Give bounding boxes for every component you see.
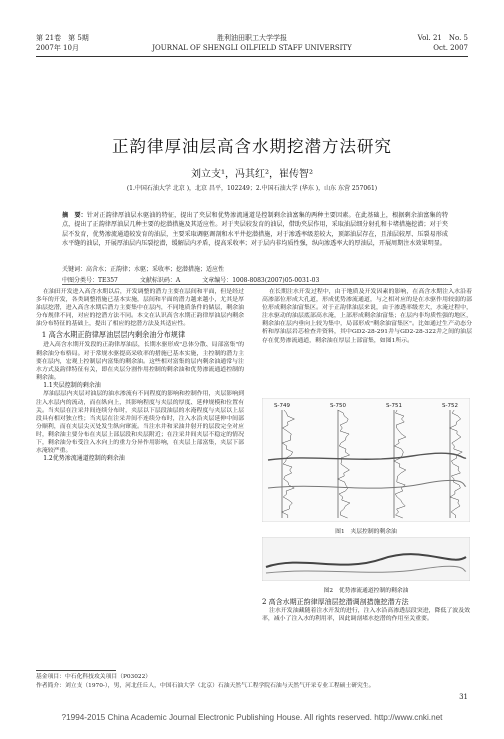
footnote [36, 670, 468, 690]
footnote-rule [36, 670, 116, 671]
figure-2-channel [262, 537, 470, 581]
header-journal-cn: 胜利油田职工大学学报 [217, 34, 287, 42]
article-number: 文章编号：1008-8083(2007)05-0031-03 [202, 277, 320, 284]
section-2-text: 注水开发油藏随着注水开发的进行，注入水沿高渗透层段突进，降低了波及效率，减小了注入水的利用率，因此调剖堵水挖潜的作用至关重要。 [262, 608, 470, 623]
figure-1-well-section [262, 398, 470, 522]
abstract-label: 摘 要： [62, 212, 87, 219]
paper-title: 正韵律厚油层高含水期挖潜方法研究 [112, 137, 392, 156]
footnote-fund: 基金项目：中石化科技攻关项目（P03022） [36, 674, 152, 680]
section-1-heading: 1 高含水期正韵律厚油层层内剩余油分布规律 [41, 330, 186, 340]
header-volume-cn: 第 21卷 第 5期 [36, 34, 89, 42]
keywords: 关键词：高含水；正韵律；水驱；采收率；挖潜措施；适应性 [62, 266, 225, 273]
header-journal-en: JOURNAL OF SHENGLI OILFIELD STAFF UNIVERSITY [152, 44, 352, 52]
well-label: S-751 [386, 403, 402, 409]
figure-1-caption: 图1 夹层控制的剩余油 [335, 529, 397, 535]
section-1-1-heading: 1.1夹层控制的剩余油 [43, 381, 101, 389]
intro-paragraph: 在油田开发进入高含水期以后，开发调整的潜力主要在层间和平面，但是经过多年的开发，各类调整措施已基本实施，层间和平面的潜力越来越小，尤其是厚油层挖潜，进入高含水期后潜力主要集中在层内，不同地质条件的储层，剩余油分布规律不同，对应的挖潜方法不同。本文在认识高含水期正韵律厚油层内剩余油分布特征的基础上，提出了相应的挖潜方法及其适应性。 [36, 289, 244, 328]
header-volume-en: Vol. 21 No. 5 [417, 34, 468, 42]
abstract [62, 211, 448, 248]
well-label: S-749 [274, 403, 290, 409]
document-code: 文献标识码：A [139, 277, 181, 284]
figure-1-frame [262, 398, 470, 522]
figure-2-frame [262, 537, 470, 581]
paper-authors: 刘立支¹，冯其红²，崔传智² [190, 169, 314, 180]
section-1-1-text: 厚油层层内夹层对油层的油水渗流有不同程度的影响和控制作用，夹层影响到注入水层内的流动，而在纵向上，其影响程度与夹层的厚度、延伸规模和位置有关。当夹层在注采井间连续分布时，夹层以下层段油层的水淹程度与夹层以上层段具有相对独立性；当夹层在注采井间不连续分布时，注入水沿夹层延伸中间部分顺利，而在夹层尖灭处发生纵向窜流。当注水井和采油井射开的层段完全对应时，剩余油主要分布在夹层上部层段和夹层附近；在注采井间夹层不稳定的情况下，剩余油分布受注入水向上的重力分异作用影响，在夹层上部富集，夹层下部水淹较严重。 [36, 391, 244, 455]
well-label: S-752 [442, 403, 458, 409]
abstract-text: 针对正韵律厚油层水驱油的特征，提出了夹层和优势渗流通道是控制剩余油富集的两种主要因素。在此基础上，根据剩余油富集的特点，提出了正韵律厚油层几种主要的挖潜措施及其适应性。对于夹层较发育的油层，借助夹层作用，采取油层细分射孔和卡堵措施挖潜；对于夹层不发育，优势渗流通道较发育的油层，主要采取调驱调剖和水平井挖潜措施，对于渗透率级差较大，顶部油层存在，且油层较厚、压裂易形成水平缝的油层，开展厚油层内压裂挖潜，缓解层内矛盾，提高采收率；对于层内非均质性强，纵向渗透率大的厚油层，开展周期注水效果明显。 [62, 212, 449, 247]
right-column [262, 288, 472, 345]
header-rule [36, 56, 468, 57]
left-column [36, 288, 244, 464]
header-date-en: Oct. 2007 [433, 44, 468, 52]
footnote-author: 作者简介：刘立支（1970-），男，河北任丘人，中国石油大学（北京）石油天然气工程学院石油与天然气开采专业工程硕士研究生。 [36, 682, 375, 689]
paper-affiliation: (1.中国石油大学 北京 )，北京 昌平，102249；2.中国石油大学 (华东 )，山东 东营 257061) [126, 185, 378, 192]
page-number: 31 [459, 693, 468, 701]
section-2 [262, 597, 470, 623]
header-date-cn: 2007年 10月 [36, 44, 79, 52]
section-2-heading: 2 高含水期正韵律厚油层挖潜调剖措施挖潜方法 [262, 598, 409, 606]
classification-line [62, 275, 442, 284]
section-1-2-heading: 1.2优势渗流通道控制的剩余油 [43, 455, 125, 463]
right-paragraph: 在长期注水开发过程中，由于地质及开发因素的影响，在高含水期注入水沿着高渗部位形成大孔道，形成优势渗流通道，与之相对应的是在水驱作用较弱的部位形成剩余油富集区。对于正韵律油层来说，由于渗透率级差大，水淹过程中，注水驱动的油层底部高水淹，上部形成剩余油富集；在层内非均质性强的地区，剩余油在层内垂向上较为集中，局部形成"剩余油富集区"。比如通过生产动态分析和厚油层岩芯检查井资料，其中GD2-28-291井与GD2-28-322井之间的油层存在优势渗流通道，剩余油在厚层上部富集，如图1所示。 [262, 289, 472, 344]
well-label: S-750 [330, 403, 346, 409]
clc-number: 中图分类号：TE357 [62, 277, 118, 284]
section-1-text: 进入高含水期开发段的正韵律厚油层，长期水驱形成"总体分散、局部富集"的剩余油分布格局。对于常规水驱提高采收率的措施已基本实施，主控制的潜力主要在层内，宏观上控制层内富集的剩余油。这些相对富集的层内剩余油通常与注水方式及韵律特征有关，即在夹层分割作用控制的剩余油和优势渗流通道控制的剩余油。 [36, 342, 244, 381]
copyright-notice: ?1994-2015 China Academic Journal Electronic Publishing House. All rights reserved. http://www.cnki.net [61, 713, 443, 722]
abstract-rule [62, 284, 452, 285]
figure-2-caption: 图2 优势渗流通道控制的剩余油 [323, 588, 409, 594]
